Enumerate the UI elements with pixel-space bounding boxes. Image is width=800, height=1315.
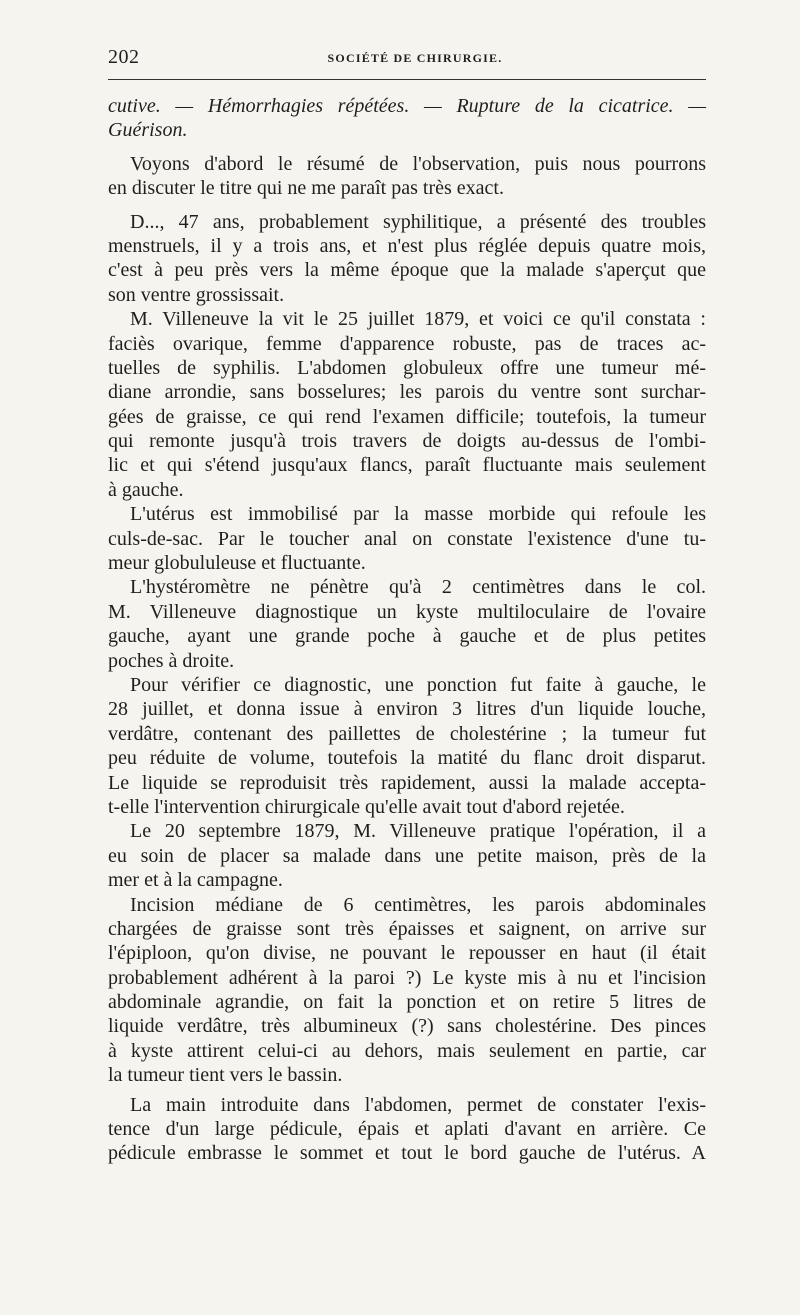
paragraph-3	[108, 307, 706, 502]
text-line: gauche, ayant une grande poche à gauche et de plus petites	[108, 625, 706, 648]
text-line: Guérison.	[108, 119, 188, 142]
text-line: la tumeur tient vers le bassin.	[108, 1064, 343, 1087]
text-line: Incision médiane de 6 centimètres, les parois abdominales	[130, 893, 706, 916]
paragraph-0	[108, 94, 706, 143]
text-line: tuelles de syphilis. L'abdomen globuleux offre une tumeur mé-	[108, 356, 706, 379]
text-line: en discuter le titre qui ne me paraît pas très exact.	[108, 177, 504, 200]
text-line: faciès ovarique, femme d'apparence robuste, pas de traces ac-	[108, 332, 706, 355]
page-header	[108, 44, 702, 70]
text-line: Le liquide se reproduisit très rapidement, aussi la malade accepta-	[108, 771, 706, 794]
text-line: Pour vérifier ce diagnostic, une ponction fut faite à gauche, le	[130, 673, 706, 696]
text-line: meur globululeuse et fluctuante.	[108, 552, 366, 575]
text-line: c'est à peu près vers la même époque que la malade s'aperçut que	[108, 259, 706, 282]
text-line: D..., 47 ans, probablement syphilitique, a présenté des troubles	[130, 210, 706, 233]
text-line: abdominale agrandie, on fait la ponction et on retire 5 litres de	[108, 991, 706, 1014]
text-line: lic et qui s'étend jusqu'aux flancs, paraît fluctuante mais seulement	[108, 454, 706, 477]
text-line: culs-de-sac. Par le toucher anal on constate l'existence d'une tu-	[108, 527, 706, 550]
paragraph-4	[108, 502, 706, 575]
text-line: L'utérus est immobilisé par la masse morbide qui refoule les	[130, 503, 706, 526]
paragraph-1	[108, 152, 706, 201]
paragraph-2	[108, 210, 706, 308]
text-line: poches à droite.	[108, 649, 235, 672]
running-head: SOCIÉTÉ DE CHIRURGIE.	[327, 51, 503, 65]
paragraph-9	[108, 1093, 706, 1166]
text-line: mer et à la campagne.	[108, 869, 283, 892]
text-line: La main introduite dans l'abdomen, permet de constater l'exis-	[130, 1093, 706, 1116]
paragraph-5	[108, 575, 706, 673]
text-line: peu réduite de volume, toutefois la matité du flanc droit disparut.	[108, 747, 706, 770]
body-text	[108, 94, 706, 1166]
text-line: liquide verdâtre, très albumineux (?) sans cholestérine. Des pinces	[108, 1015, 706, 1038]
text-line: eu soin de placer sa malade dans une petite maison, près de la	[108, 844, 706, 867]
text-line: t-elle l'intervention chirurgicale qu'elle avait tout d'abord rejetée.	[108, 795, 625, 818]
text-line: M. Villeneuve la vit le 25 juillet 1879, et voici ce qu'il constata :	[130, 308, 706, 331]
text-line: probablement adhérent à la paroi ?) Le kyste mis à nu et l'incision	[108, 966, 706, 989]
text-line: tence d'un large pédicule, épais et aplati d'avant en arrière. Ce	[108, 1118, 706, 1141]
text-line: cutive. — Hémorrhagies répétées. — Rupture de la cicatrice. —	[108, 95, 706, 117]
paragraph-6	[108, 673, 706, 819]
text-line: qui remonte jusqu'à trois travers de doigts au-dessus de l'ombi-	[108, 430, 706, 453]
text-line: menstruels, il y a trois ans, et n'est plus réglée depuis quatre mois,	[108, 234, 706, 257]
paragraph-7	[108, 819, 706, 892]
text-line: M. Villeneuve diagnostique un kyste multiloculaire de l'ovaire	[108, 600, 706, 623]
header-rule	[108, 79, 706, 80]
text-line: 28 juillet, et donna issue à environ 3 litres d'un liquide louche,	[108, 698, 706, 721]
text-line: gées de graisse, ce qui rend l'examen difficile; toutefois, la tumeur	[108, 405, 706, 428]
text-line: diane arrondie, sans bosselures; les parois du ventre sont surchar-	[108, 381, 706, 404]
text-line: l'épiploon, qu'on divise, ne pouvant le repousser en haut (il était	[108, 942, 706, 965]
text-line: pédicule embrasse le sommet et tout le bord gauche de l'utérus. A	[108, 1142, 706, 1165]
text-line: Voyons d'abord le résumé de l'observation, puis nous pourrons	[130, 152, 706, 175]
text-line: verdâtre, contenant des paillettes de cholestérine ; la tumeur fut	[108, 722, 706, 745]
text-line: chargées de graisse sont très épaisses et saignent, on arrive sur	[108, 917, 706, 940]
text-line: L'hystéromètre ne pénètre qu'à 2 centimètres dans le col.	[130, 576, 706, 599]
page-number: 202	[108, 46, 140, 68]
text-line: à kyste attirent celui-ci au dehors, mais seulement en partie, car	[108, 1039, 706, 1062]
paragraph-8	[108, 893, 706, 1088]
text-line: son ventre grossissait.	[108, 283, 285, 306]
text-line: Le 20 septembre 1879, M. Villeneuve pratique l'opération, il a	[130, 820, 706, 843]
text-line: à gauche.	[108, 478, 184, 501]
